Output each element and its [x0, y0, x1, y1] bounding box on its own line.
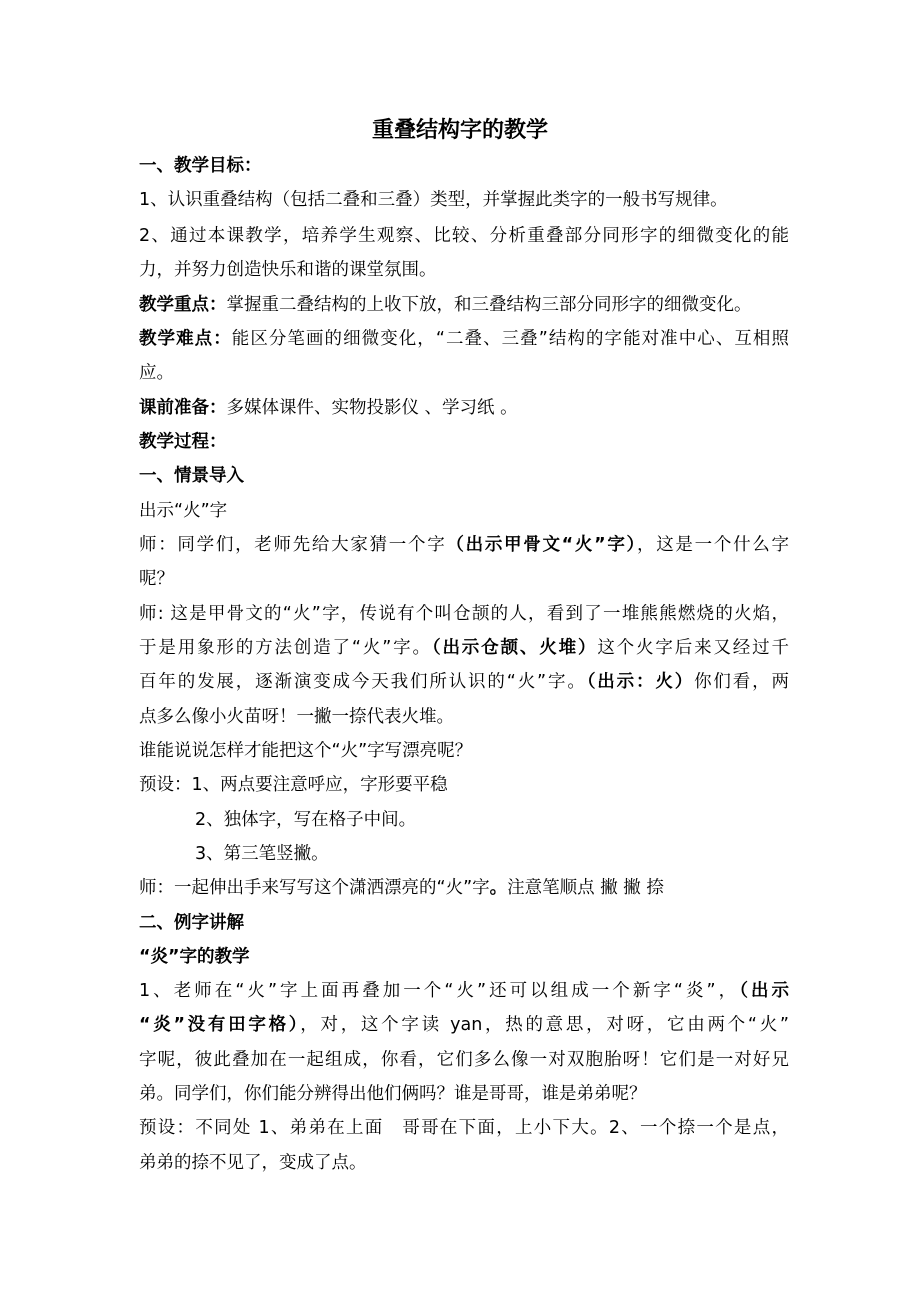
part-1-heading: 一、情景导入 — [139, 466, 244, 486]
teacher-2-line-2 — [139, 631, 789, 665]
show-huo-line: 出示“火”字 — [139, 501, 228, 521]
preparation-text: 多媒体课件、实物投影仪 、学习纸 。 — [226, 398, 518, 418]
section-heading-goals: 一、教学目标： — [139, 156, 262, 176]
yan-1-reading: ，对，这个字读 yan，热的意思，对呀，它由两个“火” — [300, 1015, 789, 1035]
teacher-3-stroke-order: 注意笔顺点 撇 撇 捺 — [507, 878, 664, 898]
teacher-2-text-b: 这个火字后来又经过千 — [597, 638, 790, 658]
teacher-2-line-4: 点多么像小火苗呀！一撇一捺代表火堆。 — [139, 707, 454, 727]
yan-1-line-3: 字呢，彼此叠加在一起组成，你看，它们多么像一对双胞胎呀！它们是一对好兄 — [139, 1050, 789, 1070]
question-line: 谁能说说怎样才能把这个“火”字写漂亮呢？ — [139, 741, 473, 761]
preset-1: 预设：1、两点要注意呼应，字形要平稳 — [139, 775, 448, 795]
part-2-heading: 二、例字讲解 — [139, 913, 244, 933]
key-point-text: 掌握重二叠结构的上收下放，和三叠结构三部分同形字的细微变化。 — [226, 295, 752, 315]
teacher-2-text-a: 于是用象形的方法创造了“火”字。 — [139, 638, 432, 658]
teacher-2-instruction-b: （出示：火） — [586, 672, 695, 692]
key-point-line — [139, 288, 789, 322]
yan-1-line-4: 弟。同学们，你们能分辨得出他们俩吗？谁是哥哥，谁是弟弟呢？ — [139, 1084, 647, 1104]
yan-1-line-1 — [139, 974, 789, 1008]
goal-2-line-1: 2、通过本课教学，培养学生观察、比较、分析重叠部分同形字的细微变化的能 — [139, 226, 789, 246]
teacher-1-line-1 — [139, 528, 789, 562]
teacher-3-period: 。 — [489, 878, 508, 898]
document-title: 重叠结构字的教学 — [371, 118, 548, 143]
teacher-3-text: 师：一起伸出手来写写这个潇洒漂亮的“火”字 — [139, 878, 490, 898]
yan-1-instruction-end: “炎”没有田字格） — [139, 1015, 301, 1035]
teacher-1-text: 师：同学们，老师先给大家猜一个字 — [139, 535, 447, 555]
preset-diff-line-1: 预设：不同处 1、弟弟在上面 哥哥在下面，上小下大。2、一个捺一个是点， — [139, 1118, 789, 1138]
difficulty-label: 教学难点： — [139, 329, 232, 349]
process-heading: 教学过程： — [139, 432, 227, 452]
preparation-line — [139, 391, 789, 425]
preparation-label: 课前准备： — [139, 398, 227, 418]
difficulty-line-1 — [139, 322, 789, 356]
yan-1-instruction-start: （出示 — [739, 981, 790, 1001]
goal-2-line-2: 力，并努力创造快乐和谐的课堂氛围。 — [139, 260, 437, 280]
key-point-label: 教学重点： — [139, 295, 227, 315]
teacher-1-line-2: 呢？ — [139, 569, 174, 589]
yan-1-line-2 — [139, 1008, 789, 1042]
preset-3: 3、第三笔竖撇。 — [195, 844, 329, 864]
difficulty-text: 能区分笔画的细微变化，“二叠、三叠”结构的字能对准中心、互相照 — [231, 329, 789, 349]
teacher-3-line — [139, 871, 789, 905]
teacher-2-instruction-a: （出示仓颉、火堆） — [431, 638, 598, 658]
teacher-2-text-c: 百年的发展，逐渐演变成今天我们所认识的“火”字。 — [139, 672, 587, 692]
teacher-2-line-3 — [139, 665, 789, 699]
yan-1-text: 1、老师在“火”字上面再叠加一个“火”还可以组成一个新字“炎”， — [139, 981, 740, 1001]
teacher-2-line-1: 师: 这是甲骨文的“火”字，传说有个叫仓颉的人，看到了一堆熊熊燃烧的火焰， — [139, 604, 789, 624]
preset-2: 2、独体字，写在格子中间。 — [195, 810, 417, 830]
teacher-1-instruction: （出示甲骨文“火”字） — [446, 535, 637, 555]
preset-diff-line-2: 弟弟的捺不见了，变成了点。 — [139, 1153, 367, 1173]
teacher-1-question: ，这是一个什么字 — [637, 535, 789, 555]
teacher-2-text-d: 你们看，两 — [694, 672, 790, 692]
goal-1: 1、认识重叠结构（包括二叠和三叠）类型，并掌握此类字的一般书写规律。 — [139, 190, 728, 210]
yan-heading: “炎”字的教学 — [139, 947, 250, 967]
difficulty-line-2: 应。 — [139, 363, 174, 383]
